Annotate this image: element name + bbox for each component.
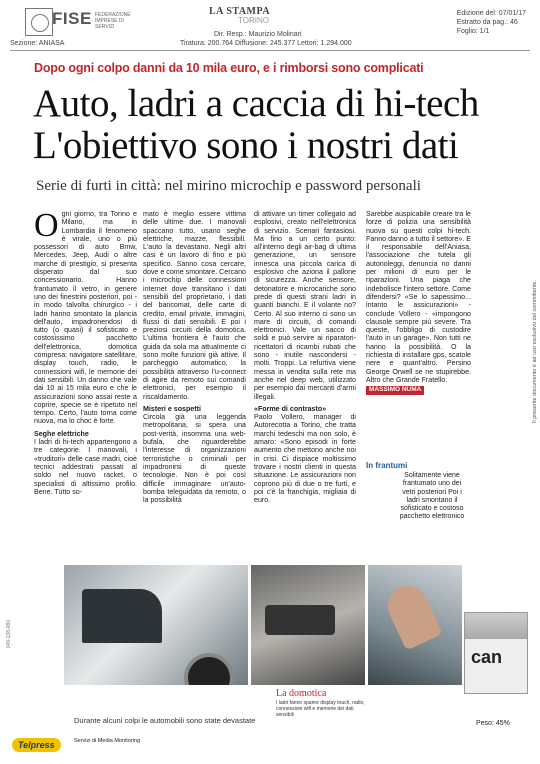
subheading: «Forme di contrasto»	[254, 404, 327, 413]
edition-date: Edizione del: 07/01/17	[456, 10, 526, 17]
sheet-number: Foglio: 1/1	[456, 28, 490, 35]
car-photo	[64, 565, 248, 685]
weight-label: Peso: 45%	[476, 720, 510, 727]
dashboard-image	[265, 605, 335, 635]
car-wheel-image	[184, 653, 234, 685]
article-column-3	[254, 210, 356, 560]
director: Dir. Resp.: Maurizio Molinari	[214, 31, 302, 38]
paragraph: Paolo Vollero, manager di Autorecotta a Torino, che tratta marchi tedeschi ma non solo, è amaro: «Sono episodi in forte aumento che mettono anche noi in crisi. Ci dispiace moltissimo trovare i nostri clienti in questa situazione. Le assicurazioni non coprono più di due o tre furti, e poi c'è la franchigia, migliaia di euro.	[254, 413, 356, 505]
headline-line-1: Auto, ladri a caccia di hi-tech	[33, 82, 479, 125]
masthead-city: TORINO	[238, 16, 269, 25]
broken-window-image	[82, 589, 162, 643]
paragraph: Circola già una leggenda metropolitana, si spera una post-verità, insomma una web-bufala, che riguarderebbe l'interesse di organizzazioni terroristiche o criminali per impadronirsi di queste tecnologie. Non è poi così difficile immaginare un'auto-bomba teleguidata da remoto, o la possibilità	[143, 413, 246, 505]
masthead: LA STAMPA	[209, 6, 271, 17]
article-column-1	[34, 210, 137, 560]
paragraph: Sarebbe auspicabile creare tra le forze di polizia una sensibilità nuova su questi colpi hi-tech. Fanno danno a tutto il settore». E il responsabile dell'Aniasa, l'associazione che tutela gli autonoleggi, denuncia no danni per milioni di euro per le riparazioni. Una piaga che indebolisce l'intero settore. Come difendersi? «Se lo sapessimo... intanto le assicurazioni» - conclude Vollero - «impongono clausole sempre più severe. Tra queste, l'obbligo di custodire l'auto in un garage». Non tutti ne hanno la possibilità. O la richiesta di installare gps, scatole nere e quant'altro. Persino George Orwell se ne stupirebbe. Altro che Grande Fratello.	[366, 210, 471, 384]
page-header	[0, 0, 540, 52]
thumbnail-image	[465, 613, 527, 639]
photo-caption-title: La domotica	[276, 688, 327, 699]
photo-caption: Durante alcuni colpi le automobili sono state devastate	[74, 716, 256, 725]
dashboard-photo	[251, 565, 365, 685]
paragraph: mato è meglio essere vittima delle ultime due. I manovali spaccano tutto, usano seghe elettriche, mazze, flessibili. L'auto la devastano. Negli altri casi è un lavoro di fino e più specifico. Sanno cosa cercare, dove e come smontare. Cercano i microchip delle connessioni internet dove transitano i dati sensibili del proprietario, i dati del bancomat, delle carte di credito, email private, immagini, flussi di dati sensibili. E poi i preziosi circuiti della domotica. L'ultima frontiera è l'auto che guida da sola ma attualmente ci sono molte funzioni già attive. Il parcheggio automatico, la possibilità attraverso l'u-connect di agire da remoto sui comandi elettronici, per esempio il riscaldamento.	[143, 210, 246, 401]
circulation: Tiratura: 200.764 Diffusione: 245.377 Lettori: 1.294.000	[180, 40, 352, 47]
kicker: Dopo ogni colpo danni da 10 mila euro, e i rimborsi sono complicati	[34, 61, 424, 75]
byline: MASSIMO NUMA	[366, 386, 424, 394]
sidebar-title: In frantumi	[366, 461, 408, 470]
headline-line-2: L'obiettivo sono i nostri dati	[33, 124, 459, 167]
org-name: FISE	[52, 9, 92, 28]
photo-caption-text: I ladri fanno sparire display touch, radio, connessioni wifi e memorie dei dati sensibili	[276, 700, 365, 718]
article-column-4	[366, 210, 471, 455]
service-label: Servizi di Media Monitoring	[74, 738, 141, 744]
article-column-2	[143, 210, 246, 560]
header-rule	[10, 50, 530, 51]
gloved-hand-image	[381, 579, 443, 650]
document-code: 049-138-080	[6, 620, 12, 649]
paragraph: gni giorno, tra Torino e Milano, ma in Lombardia il fenomeno è virale, uno o più possessori di auto Bmw, Mercedes, Jeep, Audi o altre marche di prestigio, si presenta disperato dal suo concessionario. Hanno frantumato il vetro, in genere uno dei finestrini posteriori, poi - in modo talvolta chirurgico - i ladri hanno smontato la plancia dell'auto, impadronendosi di tutto (o quasi) il sofisticato e costosissimo pacchetto dell'elettronica, domotica compresa: navigatore satellitare, display touch, radio, le connessioni wifi, le memorie dei dati sensibili. Un danno che vale dai 10 ai 15 mila euro e che le assicurazioni sono assai reste a coprire, specie se è ripetuto nel tempo. Certo, l'auto torna come nuova, ma lo choc è forte.	[34, 210, 137, 426]
paragraph: I ladri di hi-tech appartengono a tre categorie. I manovali, i «truditori» delle case madri, cioè tecnici addestrati passati al soldo nel nuovo racket, o specialisti di altissimo profilo. Bene. Tutto so-	[34, 438, 137, 496]
paragraph: di attivare un timer collegato ad esplosivi, creato nell'elettronica di servizio. Scenari fantasiosi. Ma fino a un certo punto: all'interno degli air-bag di ultima generazione, un sensore innesca una piccola carica di esplosivo che aziona il pallone di sicurezza. Anche sensore, detonatore e microcariche sono prede di questi strani ladri in guanti bianchi. E il volante no? Certo. Al suo interno ci sono un mare di circuiti, di comandi elettronici. Vale un sacco di soldi e può servire ai riparatori-ricettatori di ricambi rubati che sono - inutile nascondersi - molti. Troppi. La refurtiva viene messa in vendita sulla rete ma anche nel deep web, utilizzato per esempio dai mercanti d'armi illegali.	[254, 210, 356, 401]
usage-notice: Il presente documento è ad uso esclusivo del committente.	[532, 280, 538, 424]
page-thumbnail	[464, 612, 528, 694]
section-label: Sezione: ANIASA	[10, 40, 65, 47]
telpress-logo: Telpress	[12, 738, 61, 752]
deck: Serie di furti in città: nel mirino microchip e password personali	[36, 178, 421, 194]
drop-cap: O	[34, 210, 59, 244]
sidebar-body: Solitamente viene frantumato uno dei vetri posteriori Poi i ladri smontano il sofisticato e costoso pacchetto elettronico	[399, 472, 465, 521]
footer	[12, 735, 141, 753]
extract-page: Estratto da pag.: 46	[456, 19, 518, 26]
fise-logo-icon	[25, 8, 53, 36]
org-subtitle: FEDERAZIONE IMPRESE DI SERVIZI	[95, 12, 131, 30]
thumbnail-text: can	[471, 647, 503, 667]
thief-photo	[368, 565, 462, 685]
edition-meta	[457, 9, 526, 36]
subheading: Seghe elettriche	[34, 429, 89, 438]
subheading: Misteri e sospetti	[143, 404, 201, 413]
